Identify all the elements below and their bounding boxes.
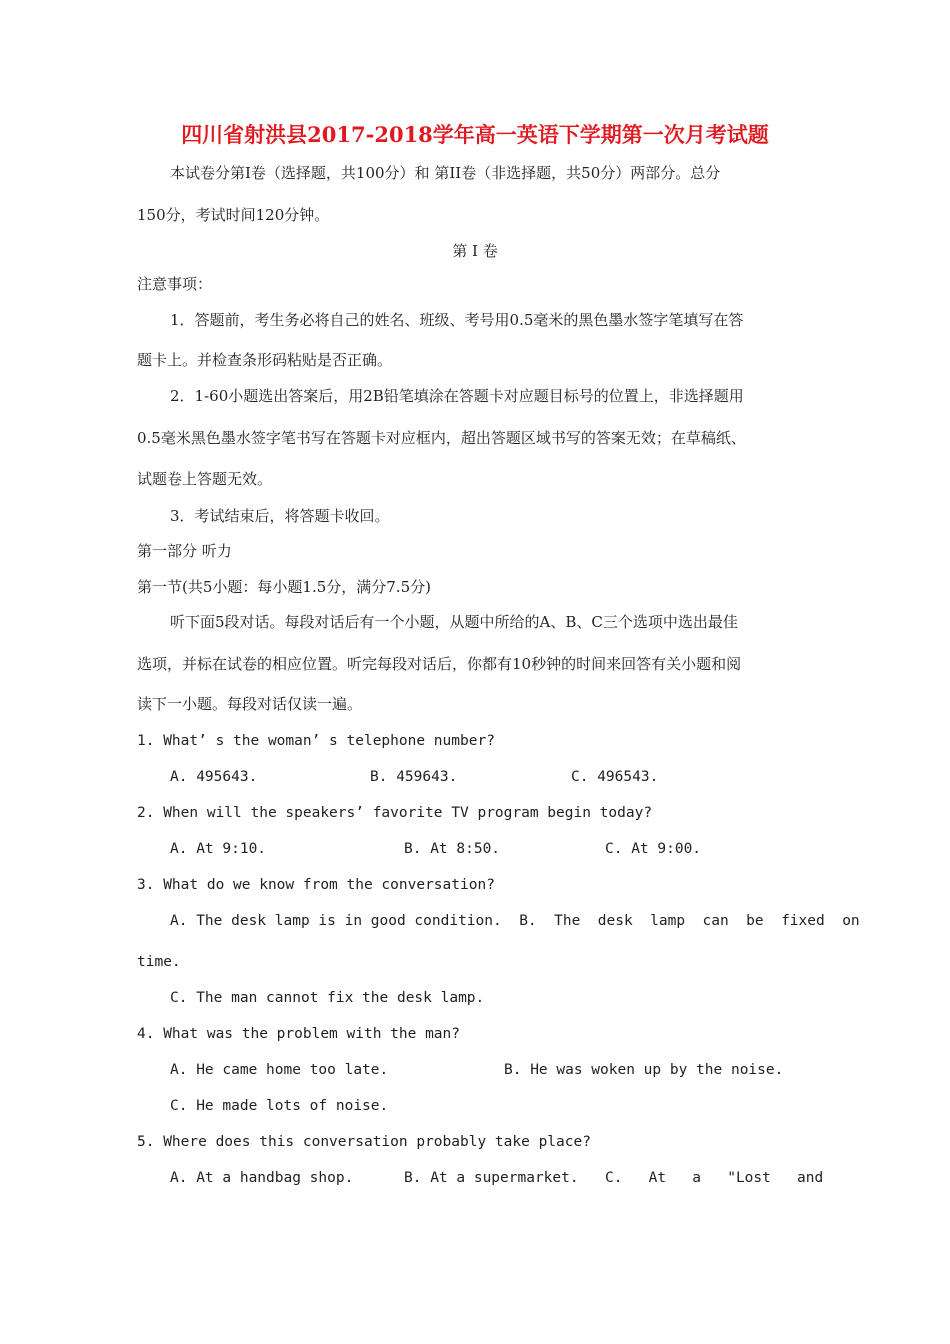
note-1-line-1: 1．答题前，考生务必将自己的姓名、班级、考号用0.5毫米的黑色墨水签字笔填写在答 — [170, 311, 744, 329]
section-1-heading: 第一节(共5小题：每小题1.5分，满分7.5分) — [137, 578, 431, 596]
note-3: 3．考试结束后，将答题卡收回。 — [170, 507, 390, 525]
intro-line-2: 150分，考试时间120分钟。 — [137, 206, 330, 224]
question-3-option-c: C. The man cannot fix the desk lamp. — [170, 990, 485, 1006]
note-1-line-2: 题卡上。并检查条形码粘贴是否正确。 — [137, 351, 393, 369]
question-2-option-b: B. At 8:50. — [404, 841, 501, 857]
note-2-line-2: 0.5毫米黑色墨水签字笔书写在答题卡对应框内，超出答题区域书写的答案无效；在草稿纸、 — [137, 429, 746, 447]
part-1-heading: 第一部分 听力 — [137, 542, 232, 560]
question-5-stem: 5. Where does this conversation probably take place? — [137, 1134, 591, 1150]
question-3-stem: 3. What do we know from the conversation? — [137, 877, 495, 893]
instructions-line-2: 选项，并标在试卷的相应位置。听完每段对话后，你都有10秒钟的时间来回答有关小题和阅 — [137, 655, 742, 673]
question-2-stem: 2. When will the speakers’ favorite TV program begin today? — [137, 805, 653, 821]
question-5-option-c: C. At a "Lost and — [605, 1170, 824, 1186]
question-1-stem: 1. What’ s the woman’ s telephone number? — [137, 733, 495, 749]
question-1-option-c: C. 496543. — [571, 769, 659, 785]
volume-heading: 第 Ⅰ 卷 — [452, 242, 498, 260]
notes-heading: 注意事项： — [137, 275, 213, 293]
question-4-option-a: A. He came home too late. — [170, 1062, 389, 1078]
question-1-option-b: B. 459643. — [370, 769, 458, 785]
intro-line-1: 本试卷分第Ⅰ卷（选择题，共100分）和 第II卷（非选择题，共50分）两部分。总分 — [170, 164, 721, 182]
question-3-options-ab: A. The desk lamp is in good condition. B. The desk lamp can be fixed on — [170, 913, 860, 929]
question-4-stem: 4. What was the problem with the man? — [137, 1026, 461, 1042]
question-3-options-ab-continued: time. — [137, 954, 181, 970]
document-title: 四川省射洪县2017-2018学年高一英语下学期第一次月考试题 — [181, 122, 769, 147]
instructions-line-1: 听下面5段对话。每段对话后有一个小题，从题中所给的A、B、C三个选项中选出最佳 — [170, 613, 738, 631]
question-5-option-a: A. At a handbag shop. — [170, 1170, 354, 1186]
question-1-option-a: A. 495643. — [170, 769, 258, 785]
instructions-line-3: 读下一小题。每段对话仅读一遍。 — [137, 695, 363, 713]
question-2-option-c: C. At 9:00. — [605, 841, 702, 857]
question-4-option-b: B. He was woken up by the noise. — [504, 1062, 784, 1078]
note-2-line-3: 试题卷上答题无效。 — [137, 470, 273, 488]
note-2-line-1: 2．1-60小题选出答案后，用2B铅笔填涂在答题卡对应题目标号的位置上，非选择题用 — [170, 387, 744, 405]
question-4-option-c: C. He made lots of noise. — [170, 1098, 389, 1114]
question-2-option-a: A. At 9:10. — [170, 841, 267, 857]
question-5-option-b: B. At a supermarket. — [404, 1170, 579, 1186]
